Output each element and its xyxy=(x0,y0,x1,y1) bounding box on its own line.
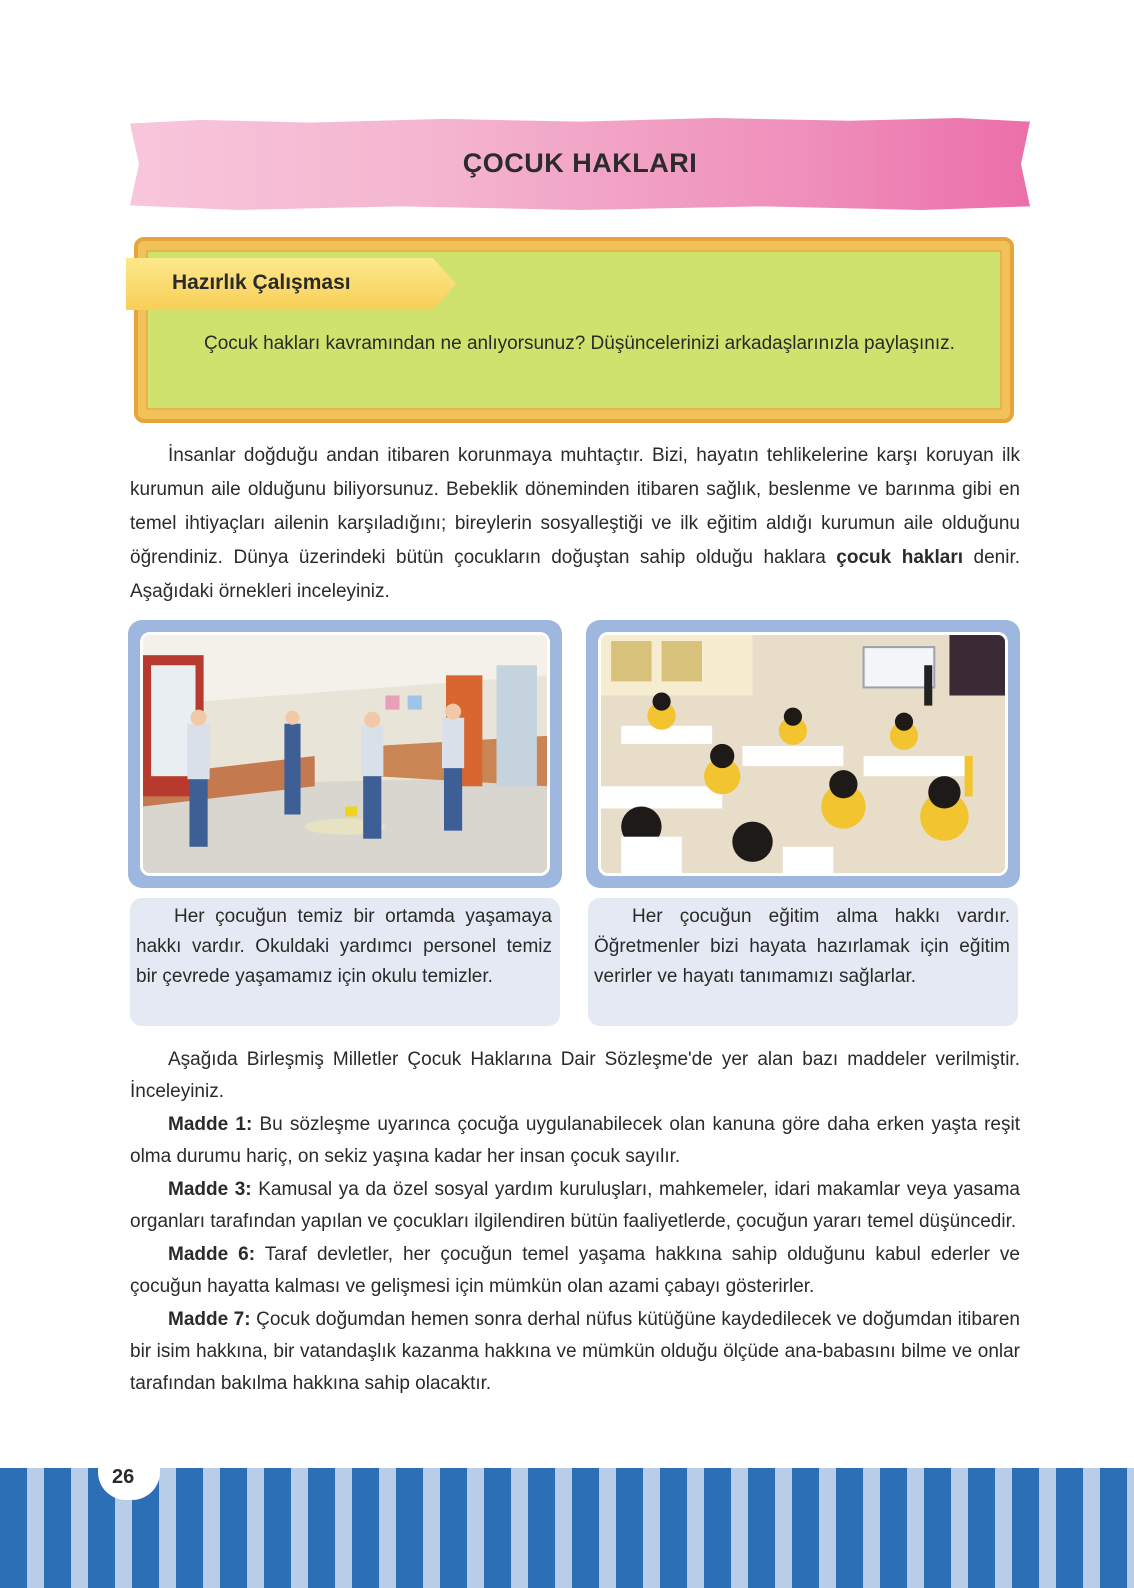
article-text: Bu sözleşme uyarınca çocuğa uygulanabilecek olan kanuna göre daha erken yaşta reşit olma durumu hariç, on sekiz yaşına kadar her insan çocuk sayılır. xyxy=(130,1114,1020,1167)
caption-box-cleaning xyxy=(130,898,560,1026)
article-label: Madde 1: xyxy=(168,1114,253,1135)
articles-section xyxy=(130,1044,1020,1401)
article-3 xyxy=(130,1174,1020,1238)
intro-text: İnsanlar doğduğu andan itibaren korunmaya muhtaçtır. Bizi, hayatın tehlikelerine karşı koruyan ilk kurumun aile olduğunu biliyorsunuz. Bebeklik döneminden itibaren sağlık, beslenme ve barınma gibi en temel ihtiyaçları ailenin karşıladığını; bireylerin sosyalleştiği ve ilk eğitim aldığı kurumun aile olduğunu öğrendiniz. Dünya üzerindeki bütün çocukların doğuştan sahip olduğu haklara xyxy=(130,445,1020,568)
footer-stripes xyxy=(0,1468,1134,1588)
preparation-label: Hazırlık Çalışması xyxy=(172,271,351,294)
caption-cleaning: Her çocuğun temiz bir ortamda yaşamaya hakkı vardır. Okuldaki yardımcı personel temiz bir çevrede yaşamamız için okulu temizler. xyxy=(136,906,552,987)
intro-bold-term: çocuk hakları xyxy=(836,547,963,568)
article-label: Madde 7: xyxy=(168,1309,251,1330)
page-title: ÇOCUK HAKLARI xyxy=(462,148,698,178)
article-label: Madde 6: xyxy=(168,1244,256,1265)
classroom-photo xyxy=(598,632,1008,876)
article-6 xyxy=(130,1239,1020,1303)
photo-frame-classroom xyxy=(586,620,1020,888)
caption-box-classroom xyxy=(588,898,1018,1026)
intro-text-end: denir. Aşağıdaki örnekleri inceleyiniz. xyxy=(130,547,1021,602)
article-7 xyxy=(130,1304,1020,1400)
preparation-question: Çocuk hakları kavramından ne anlıyorsunuz? Düşüncelerinizi arkadaşlarınızla paylaşınız. xyxy=(204,333,955,354)
corridor-cleaning-photo xyxy=(140,632,550,876)
page-number: 26 xyxy=(112,1466,135,1488)
photo-frame-cleaning xyxy=(128,620,562,888)
article-text: Çocuk doğumdan hemen sonra derhal nüfus kütüğüne kaydedilecek ve doğumdan itibaren bir isim hakkına, bir vatandaşlık kazanma hakkına ve mümkün olduğu ölçüde ana-babasını bilme ve onlar tarafından bakılma hakkına sahip olacaktır. xyxy=(130,1309,1020,1394)
article-1 xyxy=(130,1109,1020,1173)
article-label: Madde 3: xyxy=(168,1179,252,1200)
article-text: Kamusal ya da özel sosyal yardım kuruluşları, mahkemeler, idari makamlar veya yasama organları tarafından yapılan ve çocukları ilgilendiren bütün faaliyetlerde, çocuğun yararı temel düşüncedir. xyxy=(130,1179,1020,1232)
intro-paragraph xyxy=(130,439,1020,609)
article-text: Taraf devletler, her çocuğun temel yaşama hakkına sahip olduğunu kabul ederler ve çocuğun hayatta kalması ve gelişmesi için mümkün olan azami çabayı gösterirler. xyxy=(130,1244,1020,1297)
articles-intro: Aşağıda Birleşmiş Milletler Çocuk Haklarına Dair Sözleşme'de yer alan bazı maddeler verilmiştir. İnceleyiniz. xyxy=(130,1049,1020,1102)
caption-classroom: Her çocuğun eğitim alma hakkı vardır. Öğretmenler bizi hayata hazırlamak için eğitim verirler ve hayatı tanımamızı sağlarlar. xyxy=(594,906,1010,987)
